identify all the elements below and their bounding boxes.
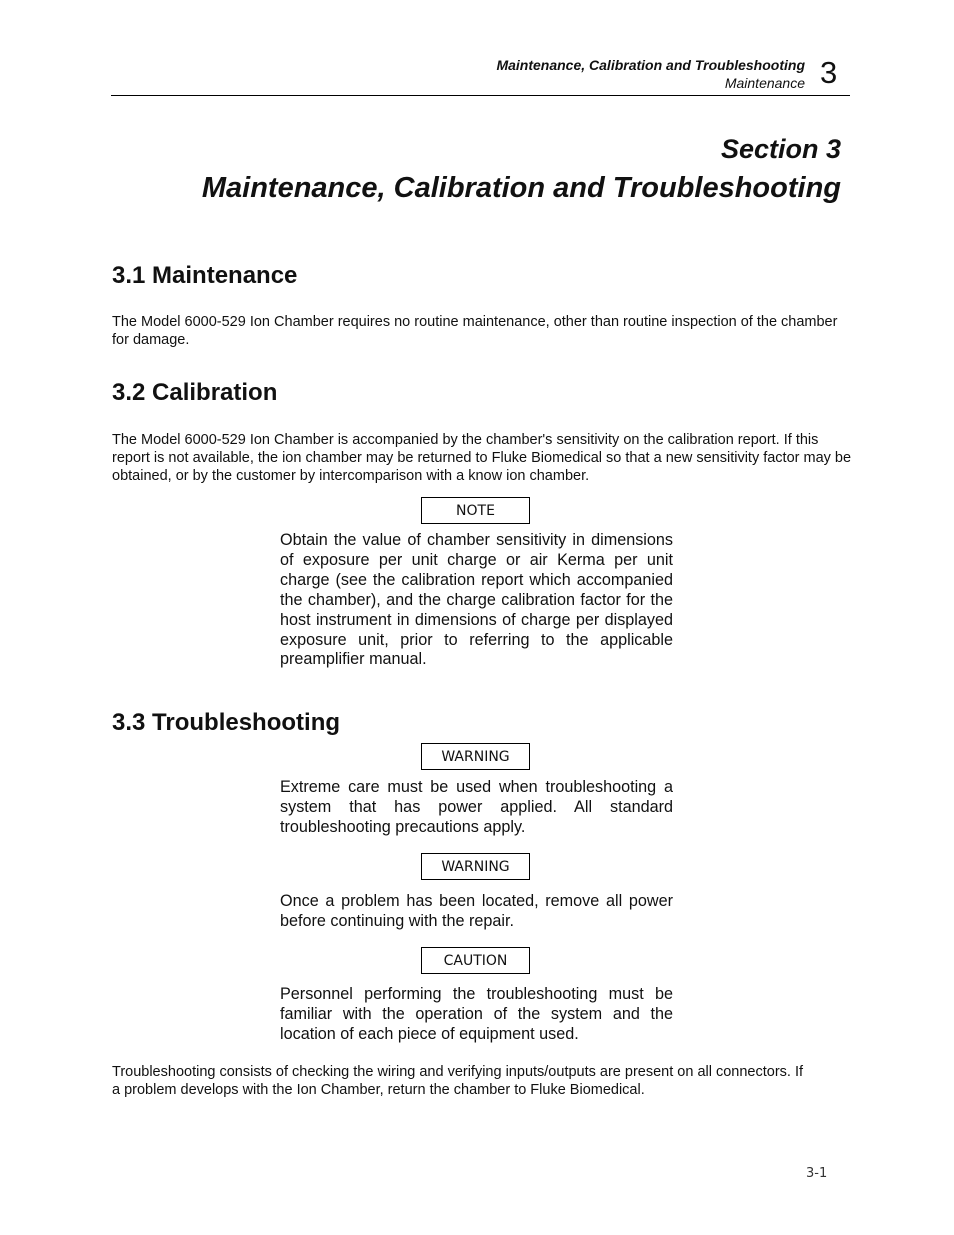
note-text: Obtain the value of chamber sensitivity in dimensions of exposure per unit charge or air Kerma per unit charge (see the calibration report which accompanied the chamber), and the charge calibration factor for the host instrument in dimensions of charge per displayed exposure unit, prior to referring to the applicable preamplifier manual. <box>280 531 673 669</box>
warning-label-box-2: WARNING <box>421 853 530 880</box>
troubleshooting-paragraph: Troubleshooting consists of checking the wiring and verifying inputs/outputs are present on all connectors. If a problem develops with the Ion Chamber, return the chamber to Fluke Biomedical. <box>112 1064 804 1098</box>
maintenance-paragraph: The Model 6000-529 Ion Chamber requires no routine maintenance, other than routine inspection of the chamber for damage. <box>112 314 838 348</box>
page-number: 3-1 <box>806 1166 828 1181</box>
maintenance-heading: 3.1 Maintenance <box>112 262 298 289</box>
section-label: Section 3 <box>720 134 841 164</box>
calibration-heading: 3.2 Calibration <box>112 379 278 406</box>
running-header-section: Maintenance <box>724 75 805 91</box>
troubleshooting-heading: 3.3 Troubleshooting <box>112 709 341 736</box>
caution-label-box: CAUTION <box>421 947 530 974</box>
caution-text: Personnel performing the troubleshooting must be familiar with the operation of the system and the location of each piece of equipment used. <box>280 985 673 1043</box>
warning-text-2: Once a problem has been located, remove all power before continuing with the repair. <box>280 892 673 930</box>
note-label-box: NOTE <box>421 497 530 524</box>
calibration-paragraph: The Model 6000-529 Ion Chamber is accompanied by the chamber's sensitivity on the calibration report. If this report is not available, the ion chamber may be returned to Fluke Biomedical so that a new sensitivity factor may be obtained, or by the customer by intercomparison with a know ion chamber. <box>112 432 852 484</box>
warning-text: Extreme care must be used when troubleshooting a system that has power applied. All standard troubleshooting precautions apply. <box>280 778 673 836</box>
section-title: Maintenance, Calibration and Troubleshooting <box>201 172 841 204</box>
header-rule <box>111 95 850 96</box>
warning-label-box: WARNING <box>421 743 530 770</box>
chapter-number: 3 <box>820 55 838 90</box>
running-header-title: Maintenance, Calibration and Troubleshooting <box>496 57 805 73</box>
